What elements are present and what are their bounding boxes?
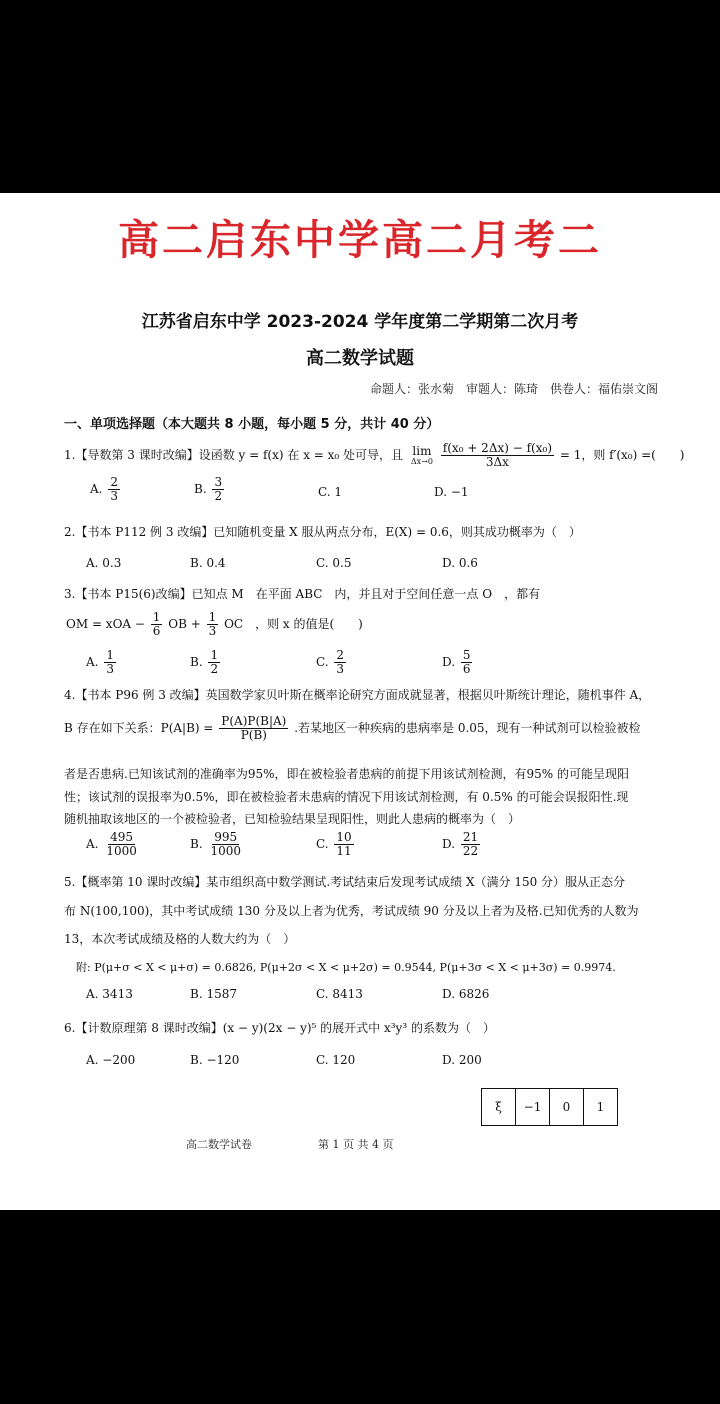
exam-page	[0, 193, 720, 1210]
q4-option-b: B. $\frac{995}{1000}$	[190, 830, 242, 859]
xi-cell: 0	[550, 1089, 584, 1126]
q1-option-b: B. $\frac{3}{2}$	[194, 475, 223, 504]
footer-exam-name: 高二数学试卷	[186, 1138, 252, 1151]
footer-page-number: 第 1 页 共 4 页	[318, 1138, 394, 1151]
q2-option-b: B. 0.4	[190, 556, 226, 570]
q3-vector-equation: OM = xOA − $\frac{1}{6}$ OB + $\frac{1}{3}$ OC ，则 x 的值是( )	[66, 610, 363, 639]
q4-line2-pre: B 存在如下关系：P(A|B) =	[64, 721, 214, 736]
q1-prefix: 1.【导数第 3 课时改编】设函数 y = f(x) 在 x = x₀ 处可导，且	[64, 448, 404, 463]
q4-line5: 随机抽取该地区的一个被检验者，已知检验结果呈现阳性，则此人患病的概率为（ ）	[64, 812, 521, 826]
xi-cell: −1	[516, 1089, 550, 1126]
q5-option-b: B. 1587	[190, 987, 237, 1001]
q5-option-d: D. 6826	[442, 987, 490, 1001]
q1-option-a: A. $\frac{2}{3}$	[90, 475, 118, 504]
q5-option-a: A. 3413	[86, 987, 133, 1001]
q3-vec-mid: OB +	[168, 617, 201, 632]
question-1	[64, 442, 685, 469]
authors-line: 命题人：张水菊 审题人：陈琦 供卷人：福佑崇文阁	[369, 382, 658, 396]
q1-lim-sub: Δx→0	[410, 456, 433, 466]
xi-cell: 1	[584, 1089, 618, 1126]
q3-vec-lhs: OM = xOA −	[66, 617, 145, 632]
q1-option-c: C. 1	[318, 485, 343, 499]
q2-option-a: A. 0.3	[86, 556, 122, 570]
q3-option-b: B. $\frac{1}{2}$	[190, 648, 219, 677]
q1-suffix: = 1，则 f′(x₀) =( )	[559, 448, 685, 463]
xi-distribution-table	[481, 1088, 618, 1126]
q1-lim: lim	[412, 443, 432, 458]
q6-option-b: B. −120	[190, 1053, 240, 1067]
q6-option-c: C. 120	[316, 1053, 356, 1067]
q1-fraction	[441, 442, 554, 469]
q4-line2-post: .若某地区一种疾病的患病率是 0.05，现有一种试剂可以检验被检	[294, 721, 641, 736]
q3-vec-end: OC ，则 x 的值是( )	[224, 617, 363, 632]
q4-bayes-line: B 存在如下关系：P(A|B) = $\frac{P(A)P(B|A)}{P(B)}$ .若某地区一种疾病的患病率是 0.05，现有一种试剂可以检验被检	[64, 714, 641, 743]
q3-option-d: D. $\frac{5}{6}$	[442, 648, 471, 677]
banner-title: 高二启东中学高二月考二	[118, 216, 602, 264]
q5-note: 附: P(μ+σ < X < μ+σ) = 0.6826, P(μ+2σ < X < μ+2σ) = 0.9544, P(μ+3σ < X < μ+3σ) = 0.9974.	[76, 961, 616, 974]
q1-limit	[411, 445, 433, 467]
q4-option-d: D. $\frac{21}{22}$	[442, 830, 479, 859]
q3-option-c: C. $\frac{2}{3}$	[316, 648, 345, 677]
q6-option-a: A. −200	[86, 1053, 136, 1067]
q1-option-d: D. −1	[434, 485, 469, 499]
xi-cell: ξ	[482, 1089, 516, 1126]
question-4: 4.【书本 P96 例 3 改编】英国数学家贝叶斯在概率论研究方面成就显著，根据贝叶斯统计理论，随机事件 A，	[64, 688, 651, 702]
question-6: 6.【计数原理第 8 课时改编】(x − y)(2x − y)⁵ 的展开式中 x³y³ 的系数为（ ）	[64, 1021, 495, 1035]
section-heading: 一、单项选择题（本大题共 8 小题，每小题 5 分，共计 40 分）	[64, 417, 440, 432]
q5-line3: 13，本次考试成绩及格的人数大约为（ ）	[64, 932, 296, 946]
q4-option-c: C. $\frac{10}{11}$	[316, 830, 352, 859]
q4-line4: 性；该试剂的误报率为0.5%，即在被检验者未患病的情况下用该试剂检测，有 0.5% 的可能会误报阳性.现	[64, 790, 629, 804]
q5-option-c: C. 8413	[316, 987, 363, 1001]
q5-line2: 布 N(100,100)，其中考试成绩 130 分及以上者为优秀，考试成绩 90 分及以上者为及格.已知优秀的人数为	[64, 904, 639, 918]
exam-subtitle: 高二数学试题	[306, 348, 414, 369]
exam-title: 江苏省启东中学 2023-2024 学年度第二学期第二次月考	[141, 312, 579, 332]
q2-option-d: D. 0.6	[442, 556, 478, 570]
q2-option-c: C. 0.5	[316, 556, 352, 570]
q1-fraction-num: f(x₀ + 2Δx) − f(x₀)	[442, 441, 552, 455]
question-2: 2.【书本 P112 例 3 改编】已知随机变量 X 服从两点分布，E(X) = 0.6，则其成功概率为（ ）	[64, 525, 581, 539]
q1-fraction-den: 3Δx	[485, 455, 509, 470]
q4-option-a: A. $\frac{495}{1000}$	[86, 830, 137, 859]
q3-option-a: A. $\frac{1}{3}$	[86, 648, 114, 677]
question-3: 3.【书本 P15(6)改编】已知点 M 在平面 ABC 内，并且对于空间任意一点 O ，都有	[64, 587, 541, 601]
q4-line3: 者是否患病.已知该试剂的准确率为95%，即在被检验者患病的前提下用该试剂检测，有95% 的可能呈现阳	[64, 767, 629, 781]
question-5: 5.【概率第 10 课时改编】某市组织高中数学测试.考试结束后发现考试成绩 X（满分 150 分）服从正态分	[64, 875, 626, 889]
q6-option-d: D. 200	[442, 1053, 482, 1067]
